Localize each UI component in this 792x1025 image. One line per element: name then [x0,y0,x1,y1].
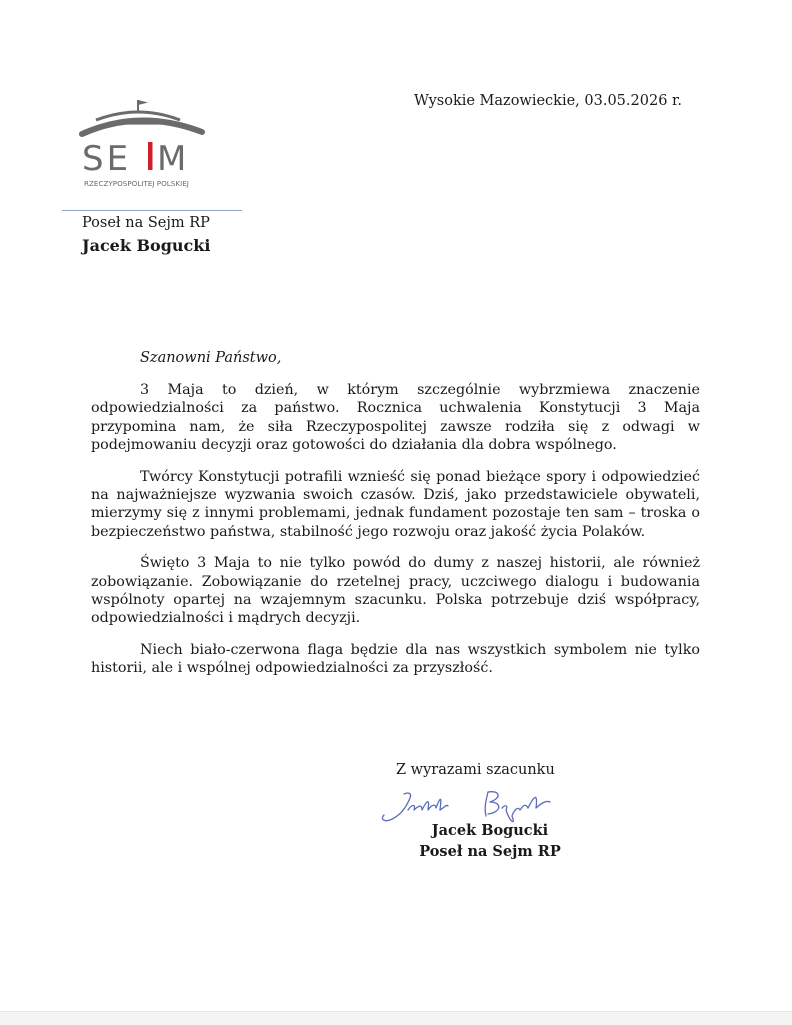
closing: Z wyrazami szacunku [396,762,555,778]
signatory-name: Jacek Bogucki [431,822,549,839]
paragraph: Święto 3 Maja to nie tylko powód do dumy z naszej historii, ale również zobowiązanie. Zobowiązanie do rzetelnej pracy, uczciwego dialogu i budowania wspólnoty opartej na wzajemnym szacunku. Polska potrzebuje dziś współpracy, odpowiedzialności i mądrych decyzji. [91,555,700,627]
viewer-bottom-strip [0,1011,792,1025]
sejm-subtitle: RZECZYPOSPOLITEJ POLSKIEJ [84,179,189,188]
letter-body [91,381,700,691]
header-divider [62,210,242,211]
sejm-logo-emblem [78,96,210,188]
paragraph: 3 Maja to dzień, w którym szczególnie wybrzmiewa znaczenie odpowiedzialności za państwo. Rocznica uchwalenia Konstytucji 3 Maja przypomina nam, że siła Rzeczypospolitej zawsze rodziła się z odwagi w podejmowaniu decyzji oraz gotowości do działania dla dobra wspólnego. [91,382,700,453]
sejm-logo [78,96,210,188]
sejm-wordmark-right: M [157,139,187,179]
paragraph: Niech biało-czerwona flaga będzie dla nas wszystkich symbolem nie tylko historii, ale i wspólnej odpowiedzialności za przyszłość. [91,642,700,677]
paragraph: Twórcy Konstytucji potrafili wznieść się ponad bieżące spory i odpowiedzieć na najważniejsze wyzwania swoich czasów. Dziś, jako przedstawiciele obywateli, mierzymy się z innymi problemami, jednak fundament pozostaje ten sam – troska o bezpieczeństwo państwa, stabilność jego rozwoju oraz jakość życia Polaków. [91,468,700,540]
date-line: Wysokie Mazowieckie, 03.05.2026 r. [414,93,682,109]
sejm-wordmark-left: SE [82,139,132,179]
signatory-role: Poseł na Sejm RP [419,843,561,860]
header-role: Poseł na Sejm RP [82,215,210,231]
salutation: Szanowni Państwo, [140,350,282,366]
header-name: Jacek Bogucki [82,236,211,255]
sejm-red-bar [148,142,153,170]
